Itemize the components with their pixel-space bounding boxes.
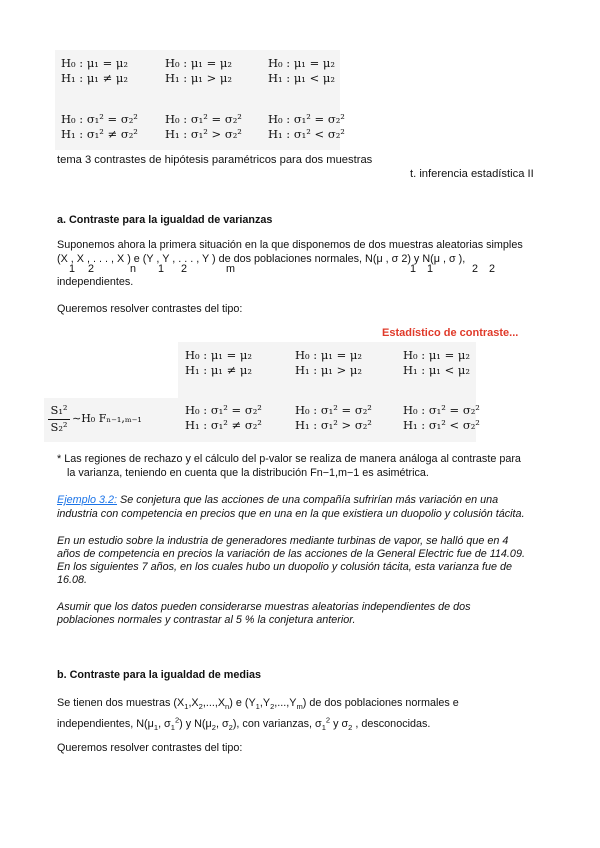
section-a-want-text: Queremos resolver contrastes del tipo:	[57, 303, 243, 315]
h1-var-right: H₁ : σ₁² > σ₂²	[165, 127, 242, 141]
h1-means-right: H₁ : μ₁ > μ₂	[165, 71, 232, 85]
section-b-line1: Se tienen dos muestras $(X_1,X_2,...,X_n)$ e $(Y_1,Y_2,...,Y_m)$ de dos poblaciones normales e	[57, 697, 459, 712]
statistic-denominator: S₂²	[50, 420, 68, 434]
note-line2: la varianza, teniendo en cuenta que la distribución Fn−1,m−1 es asimétrica.	[67, 467, 429, 479]
a-h1-var-left: H₁ : σ₁² < σ₂²	[403, 418, 480, 432]
a-h0-means-two-sided: H₀ : μ₁ = μ₂	[185, 348, 252, 362]
h0-var-left: H₀ : σ₁² = σ₂²	[268, 112, 345, 126]
example-p3-line1: Asumir que los datos pueden considerarse muestras aleatorias independientes de dos	[57, 601, 471, 613]
a-h0-means-right: H₀ : μ₁ = μ₂	[295, 348, 362, 362]
section-a-heading: a. Contraste para la igualdad de varianzas	[57, 214, 273, 226]
section-b-heading: b. Contraste para la igualdad de medias	[57, 669, 261, 681]
example-line1: Ejemplo 3.2: Se conjetura que las acciones de una compañía sufrirían más variación en una	[57, 494, 499, 506]
example-line2: industria con competencia en precios que en una en la que existiera un duopolio y colusión tácita.	[57, 508, 525, 520]
a-h0-var-two-sided: H₀ : σ₁² = σ₂²	[185, 403, 262, 417]
h0-means-left: H₀ : μ₁ = μ₂	[268, 56, 335, 70]
h1-means-left: H₁ : μ₁ < μ₂	[268, 71, 335, 85]
statistic-label: Estadístico de contraste...	[382, 327, 519, 339]
section-a-intro-line1: Suponemos ahora la primera situación en la que disponemos de dos muestras aleatorias simples	[57, 239, 523, 251]
a-h1-var-two-sided: H₁ : σ₁² ≠ σ₂²	[185, 418, 262, 432]
a-h1-means-left: H₁ : μ₁ < μ₂	[403, 363, 470, 377]
a-h1-means-right: H₁ : μ₁ > μ₂	[295, 363, 362, 377]
h0-means-two-sided: H₀ : μ₁ = μ₂	[61, 56, 128, 70]
a-h1-var-right: H₁ : σ₁² > σ₂²	[295, 418, 372, 432]
example-p2-line1: En un estudio sobre la industria de generadores mediante turbinas de vapor, se halló que en 4	[57, 535, 509, 547]
hypotheses-image-top	[55, 50, 345, 150]
h0-means-right: H₀ : μ₁ = μ₂	[165, 56, 232, 70]
example-p3-line2: poblaciones normales y contrastar al 5 % la conjetura anterior.	[57, 614, 356, 626]
h0-var-two-sided: H₀ : σ₁² = σ₂²	[61, 112, 138, 126]
example-p2-line2: años de competencia en precios la variación de las acciones de la General Electric fue de 114.09.	[57, 548, 525, 560]
section-a-intro-line3: independientes.	[57, 276, 134, 288]
hypotheses-image-section-a	[178, 342, 480, 442]
document-title: tema 3 contrastes de hipótesis paramétricos para dos muestras	[57, 154, 373, 166]
section-b-want-text: Queremos resolver contrastes del tipo:	[57, 742, 243, 754]
h1-var-left: H₁ : σ₁² < σ₂²	[268, 127, 345, 141]
example-p2-line4: 16.08.	[57, 574, 88, 586]
example-p2-line3: En los siguientes 7 años, en los cuales hubo un duopolio y colusión tácita, esta varianza fue de	[57, 561, 512, 573]
a-h1-means-two-sided: H₁ : μ₁ ≠ μ₂	[185, 363, 252, 377]
h0-var-right: H₀ : σ₁² = σ₂²	[165, 112, 242, 126]
a-h0-means-left: H₀ : μ₁ = μ₂	[403, 348, 470, 362]
note-line1: * Las regiones de rechazo y el cálculo del p-valor se realiza de manera análoga al contraste para	[57, 453, 521, 465]
statistic-distribution: ∼H₀ Fₙ₋₁,ₘ₋₁	[72, 412, 142, 425]
test-statistic-image	[44, 398, 178, 442]
example-link[interactable]: Ejemplo 3.2:	[57, 494, 118, 506]
a-h0-var-left: H₀ : σ₁² = σ₂²	[403, 403, 480, 417]
h1-means-two-sided: H₁ : μ₁ ≠ μ₂	[61, 71, 128, 85]
section-a-intro-line2: (X , X , . . . , X ) e (Y , Y , . . . , Y ) de dos poblaciones normales, N(μ , σ 2) y N(μ , σ ),	[57, 253, 466, 265]
section-b-line2: independientes, $N(\mu_1$, $\sigma_1^2$) y $N(\mu_2$, $\sigma_2$), con varianzas, $\sigma_1^2$ y $\sigma_2$ , desconocidas.	[57, 715, 431, 733]
a-h0-var-right: H₀ : σ₁² = σ₂²	[295, 403, 372, 417]
h1-var-two-sided: H₁ : σ₁² ≠ σ₂²	[61, 127, 138, 141]
statistic-numerator: S₁²	[48, 403, 70, 420]
course-name: t. inferencia estadística II	[410, 168, 534, 180]
